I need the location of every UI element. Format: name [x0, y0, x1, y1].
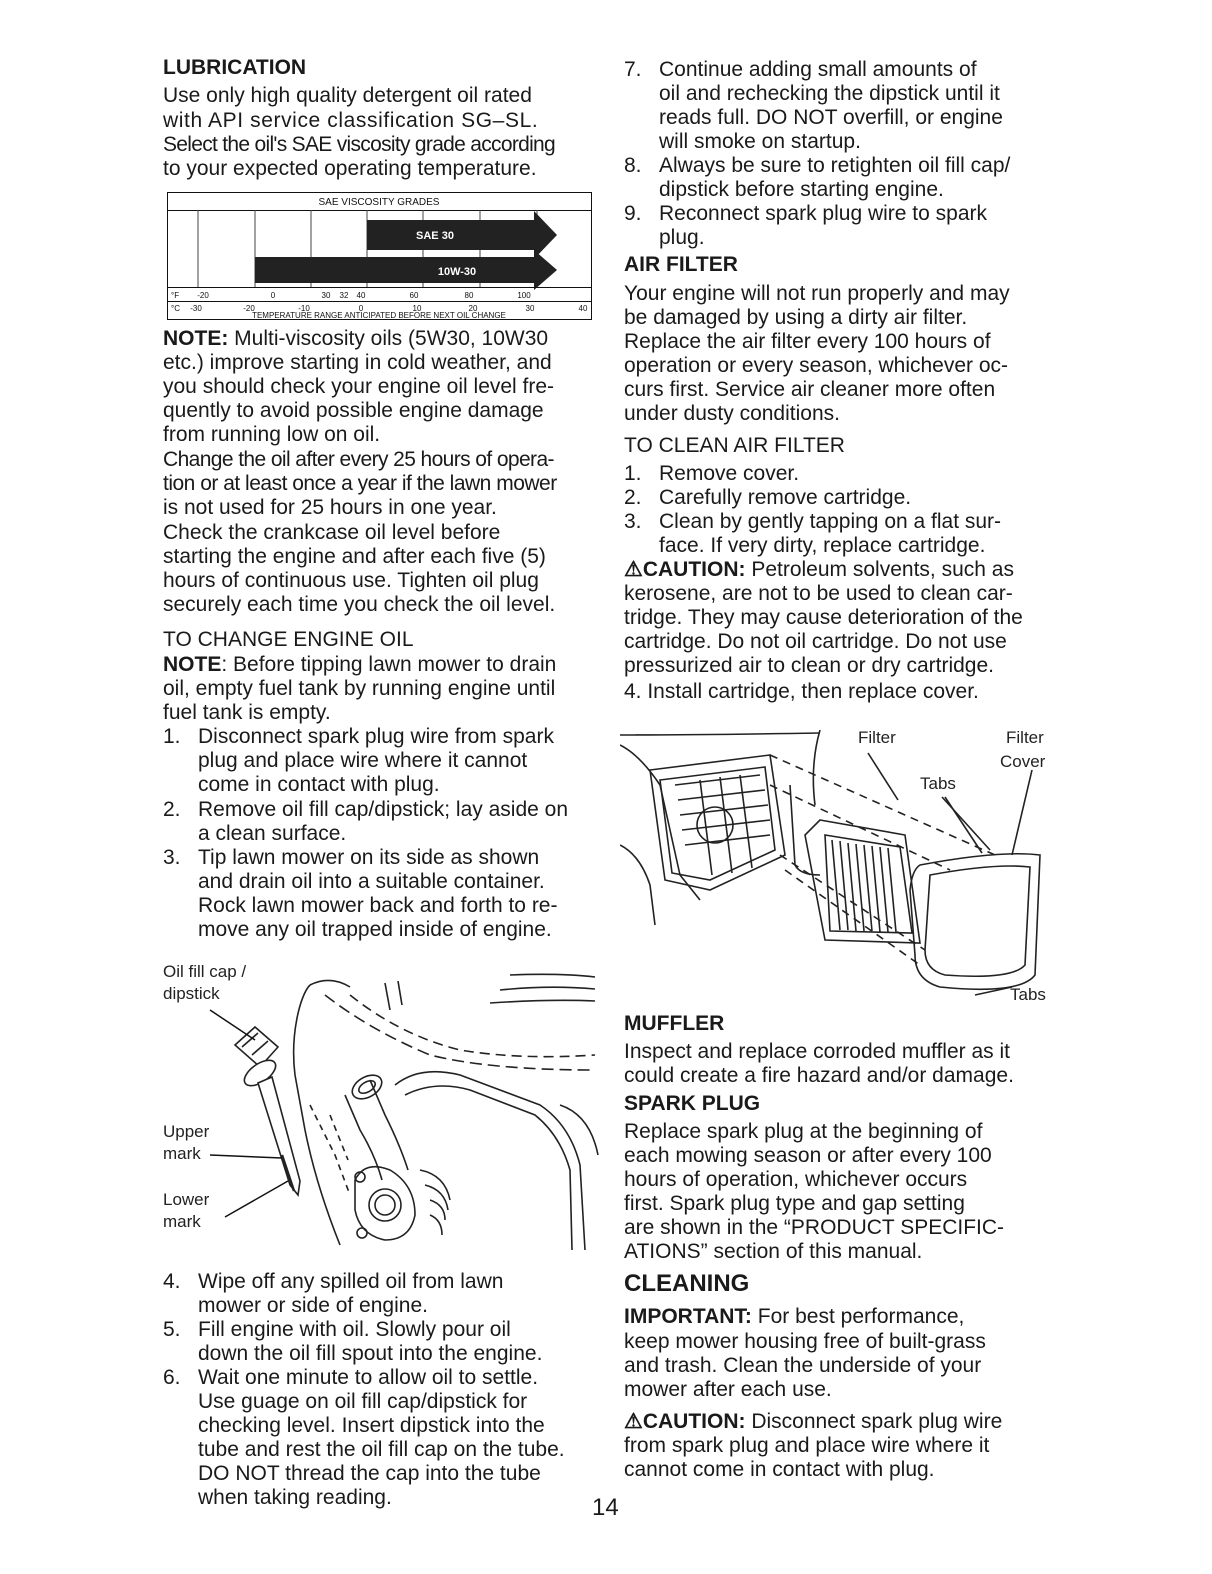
lubrication-intro-3: Select the oil's SAE viscosity grade according — [163, 133, 556, 156]
step-7-line: Continue adding small amounts of — [659, 58, 977, 81]
chart-title: SAE VISCOSITY GRADES — [318, 197, 440, 208]
f-tick: 100 — [517, 291, 531, 300]
change-line-3: is not used for 25 hours in one year. — [163, 496, 497, 519]
step-6-line: tube and rest the oil fill cap on the tube. — [198, 1438, 565, 1461]
filter-cover-label-2: Cover — [1000, 752, 1046, 771]
dipstick-label: dipstick — [163, 984, 220, 1003]
muffler-line: could create a fire hazard and/or damage. — [624, 1064, 1014, 1087]
tabs-top-label: Tabs — [920, 774, 956, 793]
step-1-line: plug and place wire where it cannot — [198, 749, 528, 772]
lubrication-intro-2: with API service classification SG–SL. — [163, 109, 539, 132]
spark-plug-line: Replace spark plug at the beginning of — [624, 1120, 983, 1143]
note-label: NOTE: — [163, 327, 229, 350]
f-tick: 80 — [464, 291, 474, 300]
note-line-1 — [163, 327, 548, 351]
air-filter-line: Replace the air filter every 100 hours of — [624, 330, 991, 353]
air-step-4: 4. Install cartridge, then replace cover. — [624, 680, 979, 703]
air-filter-line: Your engine will not run properly and may — [624, 282, 1010, 305]
oil-fill-cap-label: Oil fill cap / — [163, 962, 247, 981]
cleaning-caution-line: from spark plug and place wire where it — [624, 1434, 990, 1457]
lubrication-intro-1: Use only high quality detergent oil rated — [163, 84, 532, 107]
clean-step-num: 1. — [624, 462, 642, 485]
cleaning-heading: CLEANING — [624, 1270, 750, 1297]
step-3-line: Tip lawn mower on its side as shown — [198, 846, 540, 869]
change-line-1: Change the oil after every 25 hours of opera- — [163, 448, 554, 471]
air-filter-line: under dusty conditions. — [624, 402, 840, 425]
check-line-1: Check the crankcase oil level before — [163, 521, 501, 544]
air-filter-line: be damaged by using a dirty air filter. — [624, 306, 968, 329]
important-text: For best performance, — [751, 1305, 965, 1328]
step-7-line: will smoke on startup. — [659, 130, 861, 153]
air-filter-illustration — [620, 725, 1060, 1010]
cleaning-important-line-1 — [624, 1305, 964, 1329]
step-3-line: Rock lawn mower back and forth to re- — [198, 894, 558, 917]
warning-icon: ⚠ — [624, 558, 643, 581]
note-line-5: from running low on oil. — [163, 423, 381, 446]
c-tick: 40 — [578, 304, 588, 313]
c-tick: 20 — [468, 304, 478, 313]
page-number: 14 — [592, 1494, 619, 1521]
step-8-line: dipstick before starting engine. — [659, 178, 944, 201]
air-caution-line: cartridge. Do not oil cartridge. Do not use — [624, 630, 1007, 653]
step-6-num: 6. — [163, 1366, 181, 1389]
air-filter-heading: AIR FILTER — [624, 253, 738, 276]
change-oil-note-2: oil, empty fuel tank by running engine until — [163, 677, 556, 700]
change-oil-heading: TO CHANGE ENGINE OIL — [163, 628, 414, 651]
10w30-label: 10W-30 — [437, 266, 477, 278]
check-line-2: starting the engine and after each five (5) — [163, 545, 546, 568]
fahrenheit-label: °F — [171, 291, 180, 300]
clean-step-num: 3. — [624, 510, 642, 533]
step-9-line: Reconnect spark plug wire to spark — [659, 202, 987, 225]
step-3-num: 3. — [163, 846, 181, 869]
step-1-line: Disconnect spark plug wire from spark — [198, 725, 554, 748]
cleaning-caution-label: CAUTION: — [642, 1410, 746, 1433]
step-6-line: when taking reading. — [198, 1486, 392, 1509]
air-caution-line: pressurized air to clean or dry cartridge. — [624, 654, 994, 677]
air-caution-text: Petroleum solvents, such as — [745, 558, 1014, 581]
step-8-line: Always be sure to retighten oil fill cap/ — [659, 154, 1011, 177]
step-7-line: reads full. DO NOT overfill, or engine — [659, 106, 1003, 129]
air-caution-line: kerosene, are not to be used to clean car- — [624, 582, 1013, 605]
step-2-line: a clean surface. — [198, 822, 347, 845]
note-line-3: you should check your engine oil level fre- — [163, 375, 555, 398]
f-tick: 60 — [409, 291, 419, 300]
step-6-line: Use guage on oil fill cap/dipstick for — [198, 1390, 528, 1413]
change-oil-note-1 — [163, 653, 556, 677]
lower-mark-label-2: mark — [163, 1212, 201, 1231]
f-tick: 30 — [321, 291, 331, 300]
step-4-line: Wipe off any spilled oil from lawn — [198, 1270, 504, 1293]
upper-mark-label-1: Upper — [163, 1122, 210, 1141]
f-tick: -20 — [197, 291, 209, 300]
sae-viscosity-chart — [167, 192, 592, 320]
dipstick-illustration — [160, 955, 600, 1260]
step-6-line: Wait one minute to allow oil to settle. — [198, 1366, 539, 1389]
f-tick: 40 — [356, 291, 366, 300]
celsius-label: °C — [171, 304, 180, 313]
lubrication-heading: LUBRICATION — [163, 56, 307, 79]
clean-step-line: Remove cover. — [659, 462, 800, 485]
spark-plug-line: ATIONS” section of this manual. — [624, 1240, 923, 1263]
clean-step-line: Carefully remove cartridge. — [659, 486, 912, 509]
step-9-num: 9. — [624, 202, 642, 225]
step-6-line: DO NOT thread the cap into the tube — [198, 1462, 541, 1485]
c-tick: 10 — [412, 304, 422, 313]
c-tick: 0 — [358, 304, 364, 313]
spark-plug-heading: SPARK PLUG — [624, 1092, 761, 1115]
muffler-line: Inspect and replace corroded muffler as it — [624, 1040, 1010, 1063]
step-5-line: Fill engine with oil. Slowly pour oil — [198, 1318, 511, 1341]
step-1-num: 1. — [163, 725, 181, 748]
tabs-bottom-label: Tabs — [1010, 985, 1046, 1004]
change-line-2: tion or at least once a year if the lawn mower — [163, 472, 557, 495]
note-line-2: etc.) improve starting in cold weather, and — [163, 351, 552, 374]
step-2-num: 2. — [163, 798, 181, 821]
lower-mark-label-1: Lower — [163, 1190, 210, 1209]
c-tick: 30 — [525, 304, 535, 313]
filter-label: Filter — [858, 728, 896, 747]
air-filter-line: operation or every season, whichever oc- — [624, 354, 1009, 377]
note-text: Multi-viscosity oils (5W30, 10W30 — [228, 327, 549, 350]
c-tick: -30 — [190, 304, 202, 313]
step-5-line: down the oil fill spout into the engine. — [198, 1342, 543, 1365]
step-2-line: Remove oil fill cap/dipstick; lay aside on — [198, 798, 569, 821]
spark-plug-line: hours of operation, whichever occurs — [624, 1168, 968, 1191]
step-1-line: come in contact with plug. — [198, 773, 440, 796]
sae30-label: SAE 30 — [416, 230, 454, 242]
cleaning-caution-text: Disconnect spark plug wire — [745, 1410, 1003, 1433]
step-4-line: mower or side of engine. — [198, 1294, 428, 1317]
step-6-line: checking level. Insert dipstick into the — [198, 1414, 545, 1437]
spark-plug-line: first. Spark plug type and gap setting — [624, 1192, 965, 1215]
f-tick: 0 — [270, 291, 276, 300]
important-label: IMPORTANT: — [624, 1305, 752, 1328]
step-5-num: 5. — [163, 1318, 181, 1341]
step-3-line: and drain oil into a suitable container. — [198, 870, 545, 893]
check-line-4: securely each time you check the oil level. — [163, 593, 556, 616]
cleaning-caution-line: cannot come in contact with plug. — [624, 1458, 935, 1481]
warning-icon: ⚠ — [624, 1410, 643, 1433]
clean-air-filter-heading: TO CLEAN AIR FILTER — [624, 434, 845, 457]
step-3-line: move any oil trapped inside of engine. — [198, 918, 552, 941]
cleaning-important-line: and trash. Clean the underside of your — [624, 1354, 982, 1377]
cleaning-important-line: mower after each use. — [624, 1378, 832, 1401]
lubrication-intro-4: to your expected operating temperature. — [163, 157, 537, 180]
clean-step-num: 2. — [624, 486, 642, 509]
note-line-4: quently to avoid possible engine damage — [163, 399, 544, 422]
change-oil-note-label: NOTE — [163, 653, 222, 676]
filter-cover-label-1: Filter — [1006, 728, 1044, 747]
c-tick: -20 — [243, 304, 255, 313]
clean-step-line: face. If very dirty, replace cartridge. — [659, 534, 986, 557]
change-oil-note-text: : Before tipping lawn mower to drain — [221, 653, 557, 676]
10w30-bar — [255, 250, 557, 290]
air-caution-label: CAUTION: — [642, 558, 746, 581]
step-7-line: oil and rechecking the dipstick until it — [659, 82, 1000, 105]
air-filter-line: curs first. Service air cleaner more often — [624, 378, 996, 401]
step-9-line: plug. — [659, 226, 705, 249]
step-7-num: 7. — [624, 58, 642, 81]
c-tick: -10 — [298, 304, 310, 313]
air-caution-line: tridge. They may cause deterioration of the — [624, 606, 1023, 629]
step-8-num: 8. — [624, 154, 642, 177]
cleaning-caution-line-1 — [624, 1410, 1002, 1434]
spark-plug-line: each mowing season or after every 100 — [624, 1144, 992, 1167]
cleaning-important-line: keep mower housing free of built-grass — [624, 1330, 986, 1353]
air-caution-line-1 — [624, 558, 1014, 582]
check-line-3: hours of continuous use. Tighten oil plug — [163, 569, 539, 592]
chart-footer: TEMPERATURE RANGE ANTICIPATED BEFORE NEXT OIL CHANGE — [252, 311, 506, 320]
clean-step-line: Clean by gently tapping on a flat sur- — [659, 510, 1002, 533]
upper-mark-label-2: mark — [163, 1144, 201, 1163]
sae30-bar — [367, 211, 557, 259]
f-tick: 32 — [339, 291, 349, 300]
spark-plug-line: are shown in the “PRODUCT SPECIFIC- — [624, 1216, 1005, 1239]
change-oil-note-3: fuel tank is empty. — [163, 701, 331, 724]
muffler-heading: MUFFLER — [624, 1012, 725, 1035]
step-4-num: 4. — [163, 1270, 181, 1293]
